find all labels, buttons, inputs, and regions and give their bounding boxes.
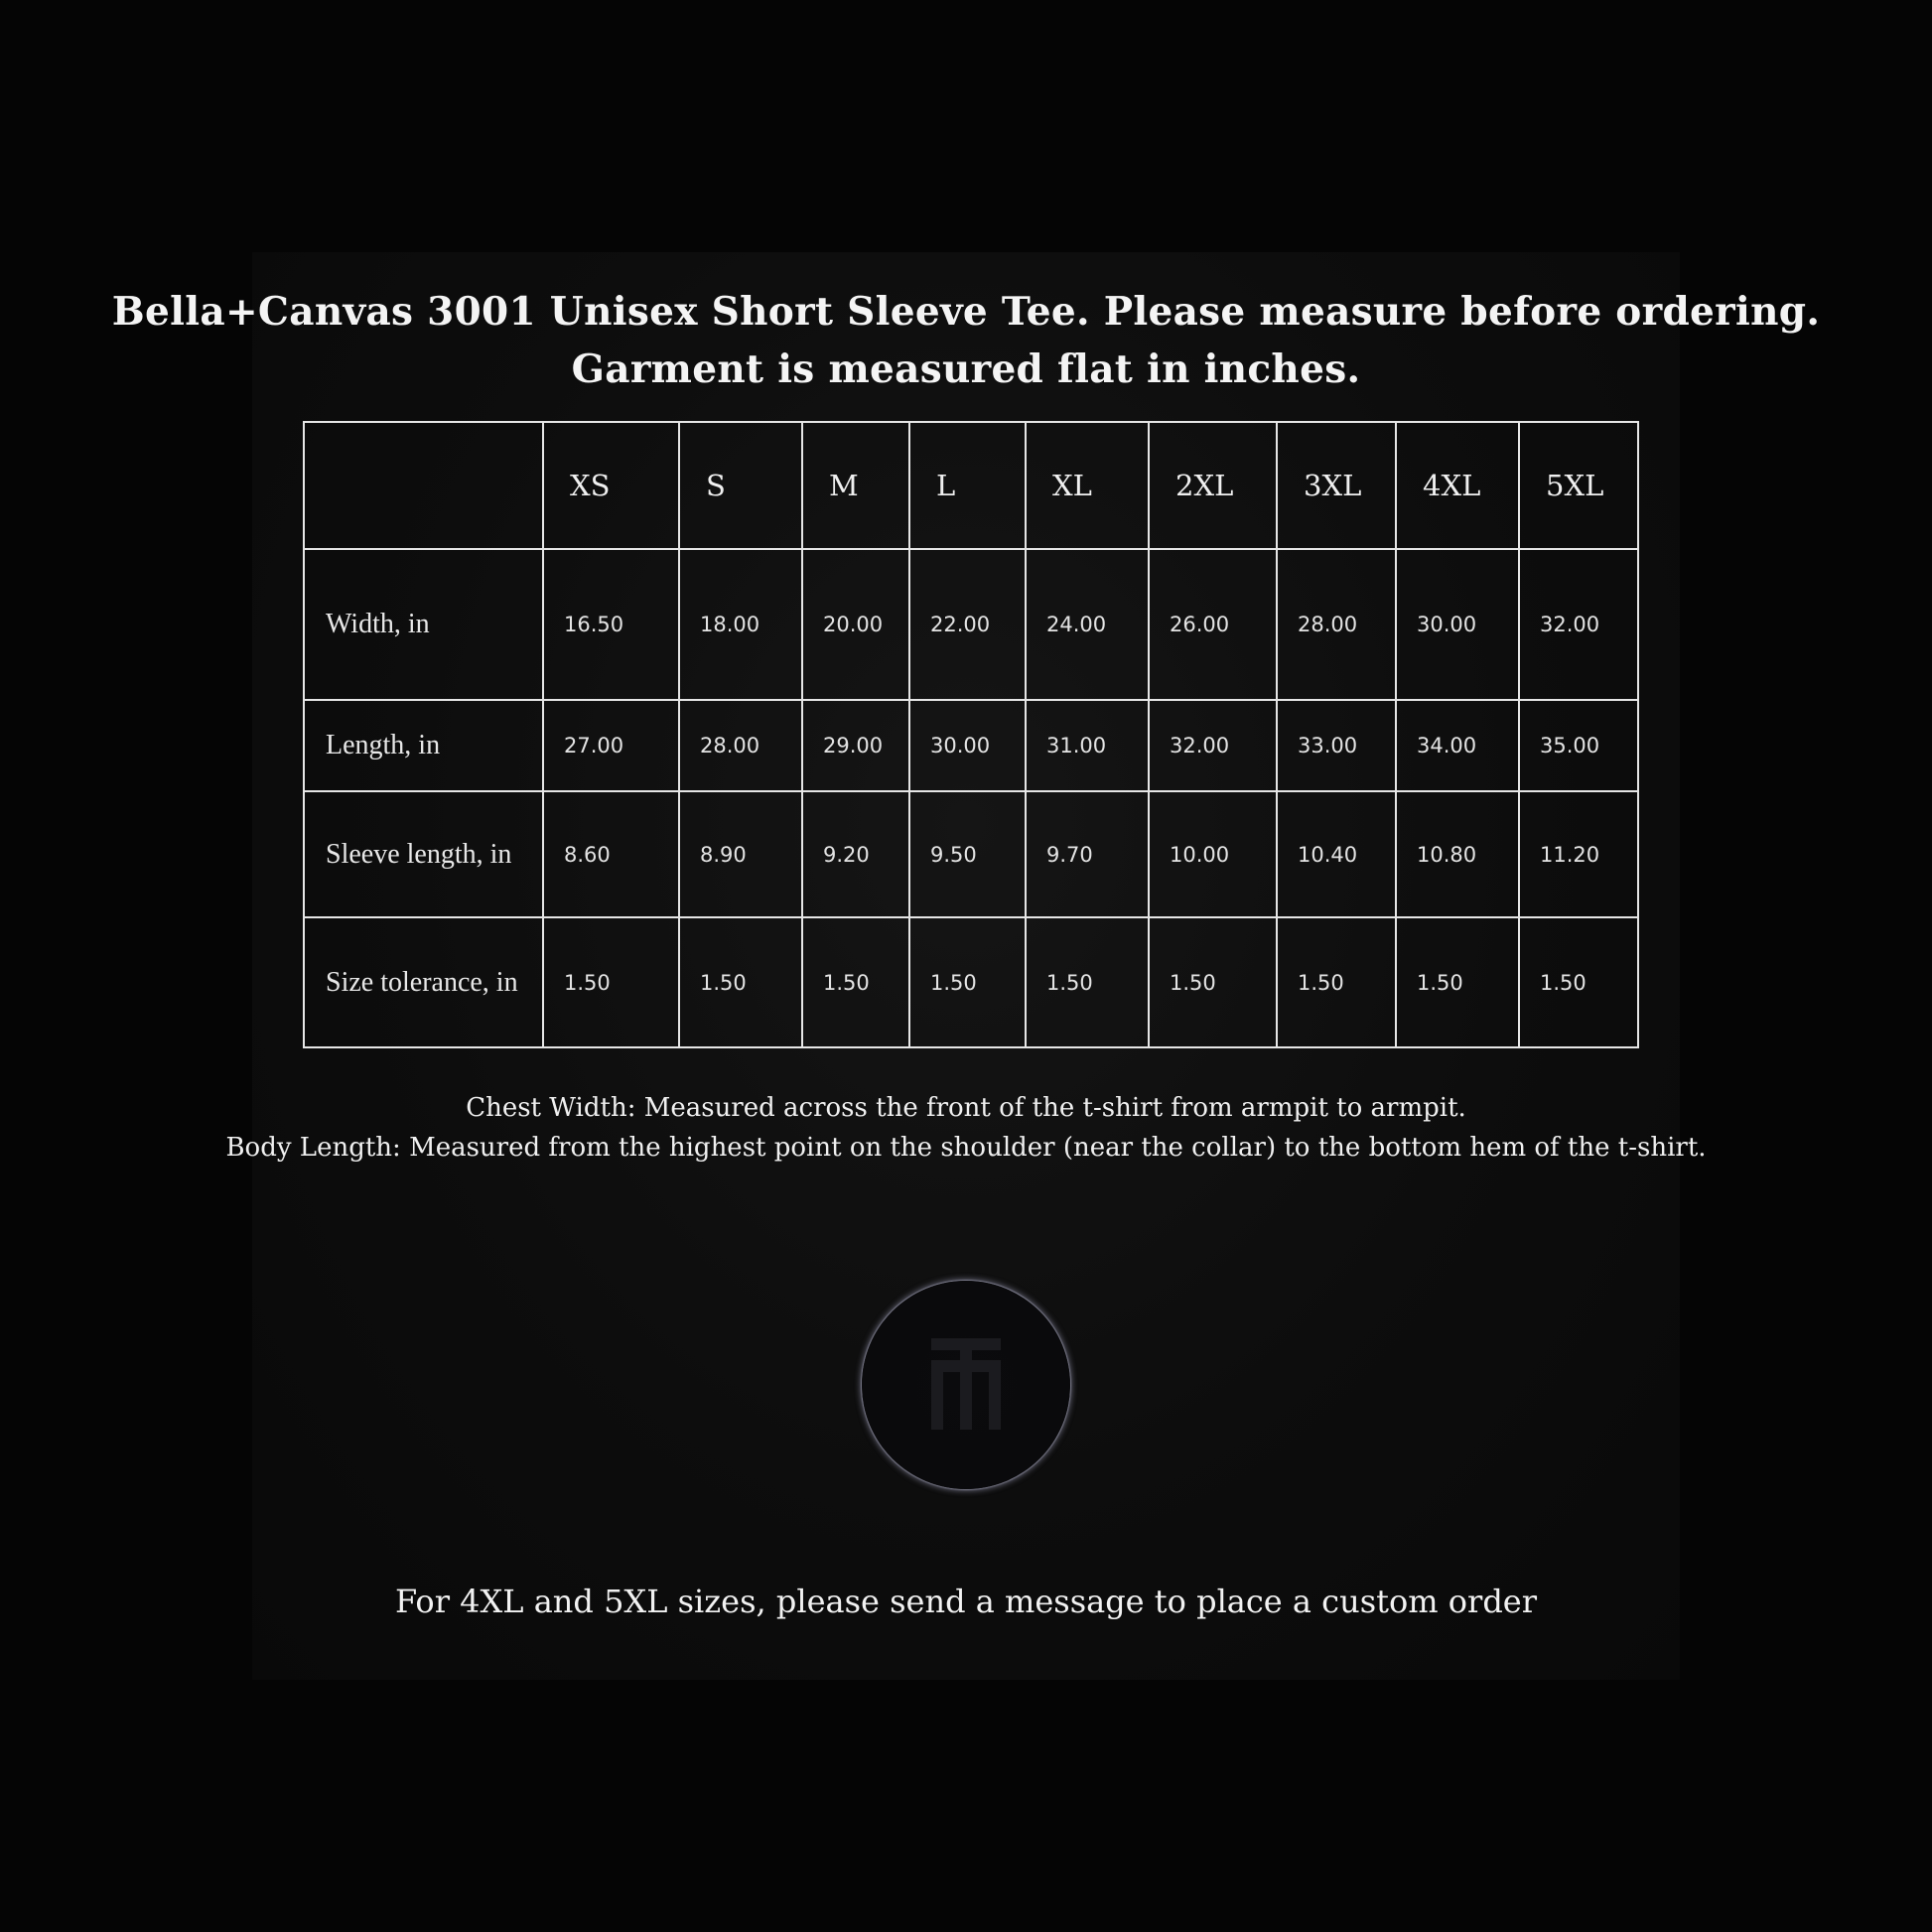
table-cell: 29.00 bbox=[802, 700, 909, 791]
table-cell: 32.00 bbox=[1519, 549, 1638, 700]
table-cell: 9.70 bbox=[1026, 791, 1149, 917]
header-cell-l: L bbox=[909, 422, 1026, 549]
table-cell: 31.00 bbox=[1026, 700, 1149, 791]
header-cell-5xl: 5XL bbox=[1519, 422, 1638, 549]
custom-order-note: For 4XL and 5XL sizes, please send a message to place a custom order bbox=[394, 1583, 1538, 1620]
table-cell: 10.40 bbox=[1277, 791, 1396, 917]
table-cell: 18.00 bbox=[679, 549, 802, 700]
table-cell: 1.50 bbox=[1026, 917, 1149, 1047]
row-label: Length, in bbox=[304, 700, 543, 791]
table-cell: 9.20 bbox=[802, 791, 909, 917]
table-cell: 1.50 bbox=[1396, 917, 1519, 1047]
table-cell: 1.50 bbox=[1277, 917, 1396, 1047]
page-title bbox=[0, 283, 1932, 398]
table-cell: 1.50 bbox=[1149, 917, 1277, 1047]
header-cell-xs: XS bbox=[543, 422, 679, 549]
header-cell-4xl: 4XL bbox=[1396, 422, 1519, 549]
header-cell-m: M bbox=[802, 422, 909, 549]
table-cell: 1.50 bbox=[1519, 917, 1638, 1047]
table-row-size-tolerance bbox=[304, 917, 1638, 1047]
body-length-note: Body Length: Measured from the highest point on the shoulder (near the collar) to the bottom hem of the t-shirt. bbox=[225, 1133, 1707, 1163]
table-cell: 10.00 bbox=[1149, 791, 1277, 917]
header-cell-3xl: 3XL bbox=[1277, 422, 1396, 549]
size-chart-table bbox=[303, 421, 1639, 1048]
table-row-width bbox=[304, 549, 1638, 700]
title-line-2: Garment is measured flat in inches. bbox=[571, 346, 1361, 392]
table-cell: 33.00 bbox=[1277, 700, 1396, 791]
monogram-icon bbox=[862, 1281, 1070, 1489]
table-cell: 1.50 bbox=[909, 917, 1026, 1047]
table-cell: 1.50 bbox=[802, 917, 909, 1047]
header-cell-s: S bbox=[679, 422, 802, 549]
table-cell: 10.80 bbox=[1396, 791, 1519, 917]
table-row-length bbox=[304, 700, 1638, 791]
title-line-1: Bella+Canvas 3001 Unisex Short Sleeve Tee. Please measure before ordering. bbox=[111, 289, 1821, 335]
table-cell: 11.20 bbox=[1519, 791, 1638, 917]
row-label: Size tolerance, in bbox=[304, 917, 543, 1047]
table-cell: 1.50 bbox=[543, 917, 679, 1047]
row-label: Sleeve length, in bbox=[304, 791, 543, 917]
table-cell: 27.00 bbox=[543, 700, 679, 791]
table-cell: 8.60 bbox=[543, 791, 679, 917]
table-cell: 28.00 bbox=[1277, 549, 1396, 700]
table-cell: 30.00 bbox=[1396, 549, 1519, 700]
header-cell-xl: XL bbox=[1026, 422, 1149, 549]
table-cell: 1.50 bbox=[679, 917, 802, 1047]
table-cell: 28.00 bbox=[679, 700, 802, 791]
table-cell: 24.00 bbox=[1026, 549, 1149, 700]
header-cell-2xl: 2XL bbox=[1149, 422, 1277, 549]
row-label: Width, in bbox=[304, 549, 543, 700]
table-cell: 35.00 bbox=[1519, 700, 1638, 791]
table-cell: 22.00 bbox=[909, 549, 1026, 700]
table-cell: 9.50 bbox=[909, 791, 1026, 917]
table-cell: 20.00 bbox=[802, 549, 909, 700]
chest-width-note: Chest Width: Measured across the front of the t-shirt from armpit to armpit. bbox=[466, 1093, 1466, 1123]
table-row-sleeve-length bbox=[304, 791, 1638, 917]
table-cell: 30.00 bbox=[909, 700, 1026, 791]
table-cell: 34.00 bbox=[1396, 700, 1519, 791]
measurement-notes bbox=[0, 1088, 1932, 1168]
table-cell: 8.90 bbox=[679, 791, 802, 917]
header-cell-empty bbox=[304, 422, 543, 549]
table-cell: 16.50 bbox=[543, 549, 679, 700]
brand-monogram-logo bbox=[862, 1281, 1070, 1489]
header-row bbox=[304, 422, 1638, 549]
table-cell: 32.00 bbox=[1149, 700, 1277, 791]
table-cell: 26.00 bbox=[1149, 549, 1277, 700]
